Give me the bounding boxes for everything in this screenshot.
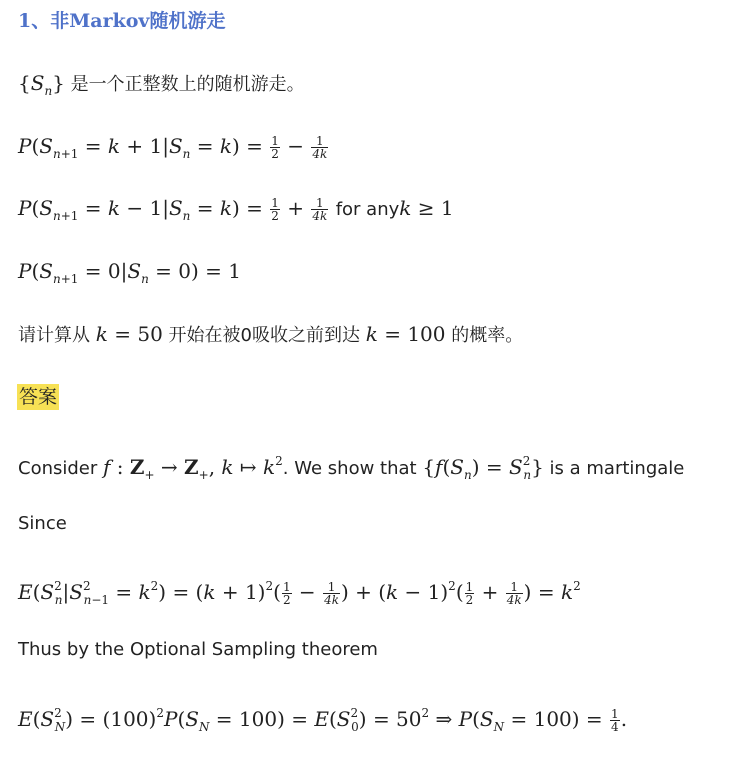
section-heading: 1、非Markov随机游走 xyxy=(18,10,226,32)
consider-line: Consider f : $Z_+ \to Z_+$, k ↦ $k^2$. We show that $\{f(S_n) = S^2_n\}$ is a martingale xyxy=(18,454,685,482)
final-equation: $E(S^2_N) = (100)^2P(S_N = 100) = E(S^2_0) = 50^2$ ⇒ $P(S_N = 100)$ = $\frac{1}{4}$ . xyxy=(18,706,628,734)
expectation-equation: $E(S^2_n|S^2_{n-1} = k^2) = (k + 1)^2$( $\frac{1}{2}$ − $\frac{1}{4k}$ ) + $(k - 1)^2$( $\frac{1}{2}$ + $\frac{1}{4k}$ ) = $k^2$ xyxy=(18,579,581,607)
equation-3: $P(S_{n+1} = 0|S_n = 0) = 1$ xyxy=(18,259,241,286)
for-any-text: for any xyxy=(335,199,400,220)
equation-2: $P(S_{n+1} = k - 1|S_n = k)$ = $\frac{1}{2}$ + $\frac{1}{4k}$ for anyk ≥ 1 xyxy=(18,196,454,223)
fraction-one-over-4k: $\frac{1}{4k}$ xyxy=(312,134,328,161)
intro-line xyxy=(18,70,305,104)
since-line: Since xyxy=(18,513,67,534)
intro-text: 是一个正整数上的随机游走。 xyxy=(70,74,305,95)
fraction-half: $\frac{1}{2}$ xyxy=(271,134,279,161)
equation-1: $P(S_{n+1} = k + 1|S_n = k)$ = $\frac{1}{2}$ − $\frac{1}{4k}$ xyxy=(18,134,328,161)
thus-line: Thus by the Optional Sampling theorem xyxy=(18,639,378,660)
question-line: 请计算从 k = 50 开始在被0吸收之前到达 k = 100 的概率。 xyxy=(18,322,524,346)
set-sn-math: $\{S_n\}$ xyxy=(18,71,65,98)
answer-label: 答案 xyxy=(19,386,58,408)
